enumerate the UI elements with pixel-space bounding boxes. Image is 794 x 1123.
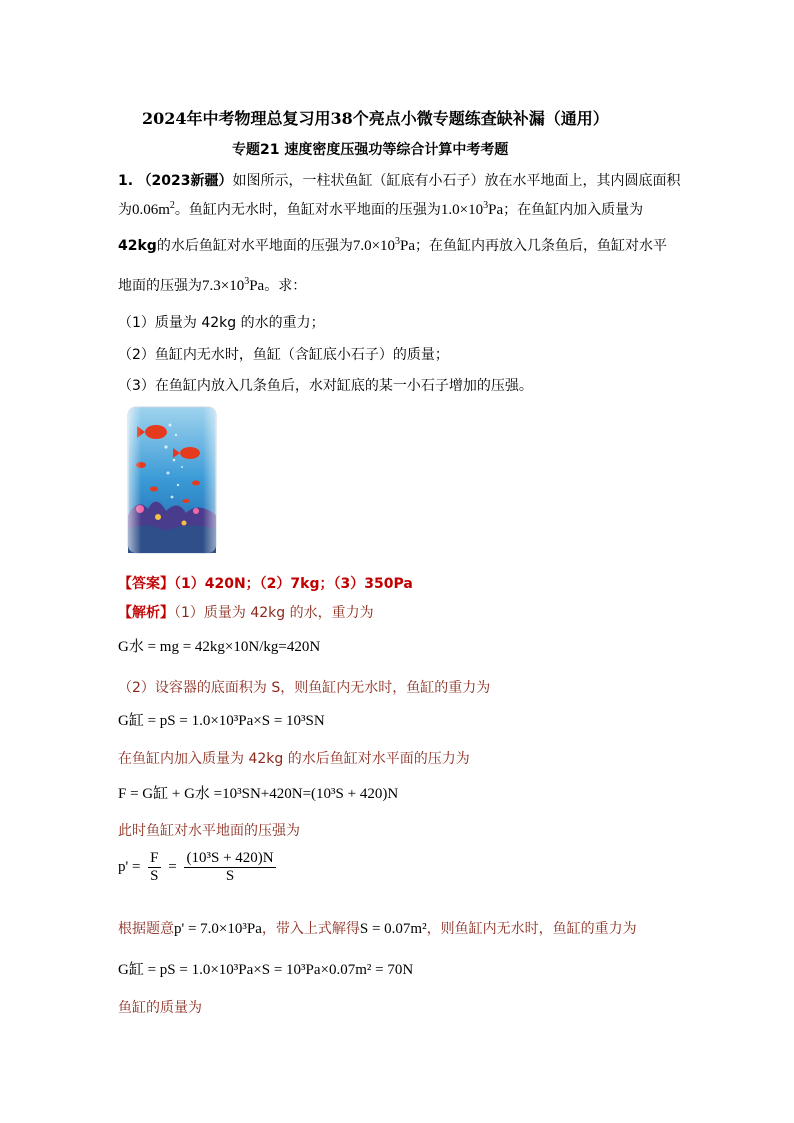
pressure-water: $7.0\times 10^3Pa$ [352, 236, 416, 254]
analysis-text: （1）质量为 42kg 的水，重力为 [174, 605, 374, 621]
equation-2: G缸 = pS = 1.0×10³Pa×S = 10³SN [118, 713, 325, 729]
text-run: 为 [118, 202, 132, 218]
page-subtitle: 专题21 速度密度压强功等综合计算中考考题 [232, 142, 509, 158]
equation-3: F = G缸 + G水 =10³SN+420N=(10³S + 420)N [118, 786, 399, 802]
analysis-part-6: 鱼缸的质量为 [118, 1000, 202, 1016]
analysis-part-2: （2）设容器的底面积为 S，则鱼缸内无水时，鱼缸的重力为 [118, 680, 491, 696]
fish-tank-image [126, 405, 218, 557]
question-line-4 [118, 275, 306, 295]
question-part-1: （1）质量为 42kg 的水的重力； [118, 315, 325, 331]
text-run: 。鱼缸内无水时，鱼缸对水平地面的压强为 [174, 202, 441, 218]
question-line-3 [118, 235, 667, 255]
analysis-part-5 [118, 918, 637, 938]
analysis-intro [118, 602, 374, 622]
fraction-f-over-s: $\frac{F}{S}$ [150, 850, 159, 884]
answer-line [118, 573, 413, 593]
text-run: ；在鱼缸内再放入几条鱼后，鱼缸对水平 [415, 238, 668, 254]
equation-5: G缸 = pS = 1.0×10³Pa×S = 10³Pa×0.07m² = 70N [118, 962, 414, 978]
given-pressure: p' = 7.0×10³Pa [174, 921, 262, 937]
analysis-part-4: 此时鱼缸对水平地面的压强为 [118, 823, 300, 839]
mass-value: 42kg [118, 238, 157, 254]
text-run: ，则鱼缸内无水时，鱼缸的重力为 [426, 921, 637, 937]
text-run: 。求： [264, 278, 307, 294]
question-source: （2023新疆） [137, 173, 233, 189]
question-number: 1. [118, 173, 134, 189]
text-run: 地面的压强为 [118, 278, 202, 294]
analysis-part-3: 在鱼缸内加入质量为 42kg 的水后鱼缸对水平面的压力为 [118, 751, 470, 767]
solved-area: S = 0.07m² [359, 921, 427, 937]
question-part-2: （2）鱼缸内无水时，鱼缸（含缸底小石子）的质量； [118, 347, 449, 363]
page-title: 2024年中考物理总复习用38个亮点小微专题练查缺补漏（通用） [142, 109, 609, 128]
fraction-result: $\frac{\text{(10³S + 420)N}}{S}$ [186, 850, 274, 884]
text-run: ；在鱼缸内加入质量为 [503, 202, 644, 218]
pressure-fish: $7.3\times 10^3Pa$ [202, 276, 265, 294]
equation-1: G水 = mg = 42kg×10N/kg=420N [118, 639, 321, 655]
equation-4: p' = $\frac{F}{S}$ = $\frac{\text{(10³S + 420)N}}{S}$ [118, 850, 274, 884]
answer-label: 【答案】 [118, 576, 174, 592]
pressure-empty: $1.0\times 10^3Pa$ [440, 200, 504, 218]
question-line-2 [118, 199, 643, 219]
text-run: 的水后鱼缸对水平地面的压强为 [156, 238, 353, 254]
question-part-3: （3）在鱼缸内放入几条鱼后，水对缸底的某一小石子增加的压强。 [118, 378, 533, 394]
analysis-label: 【解析】 [118, 605, 174, 621]
text-run: ，带入上式解得 [261, 921, 360, 937]
eq4-lhs: p' = [118, 858, 141, 875]
question-line-1 [118, 170, 680, 190]
question-text: 如图所示，一柱状鱼缸（缸底有小石子）放在水平地面上，其内圆底面积 [232, 173, 681, 189]
text-run: 根据题意 [118, 921, 174, 937]
area-value: $0.06m^2$ [132, 200, 175, 218]
answer-text: （1）420N；（2）7kg；（3）350Pa [174, 576, 413, 592]
